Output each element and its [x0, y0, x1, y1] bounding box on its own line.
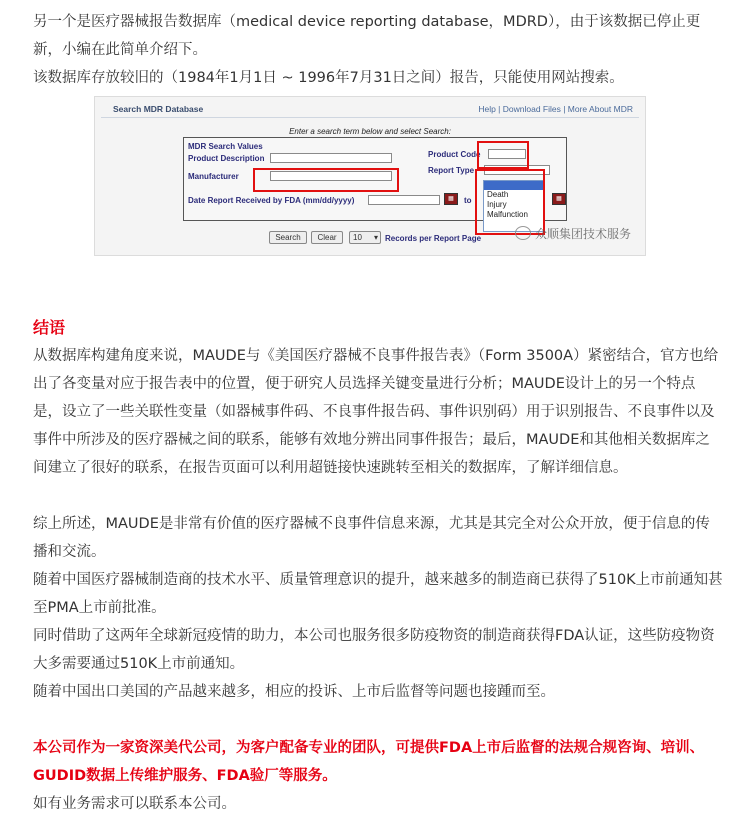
- conclusion-paragraph-2: 综上所述，MAUDE是非常有价值的医疗器械不良事件信息来源，尤其是其完全对公众开放，便于信息的传播和交流。: [33, 516, 710, 560]
- screenshot-title: Search MDR Database: [113, 104, 204, 114]
- conclusion-paragraph-3: 随着中国医疗器械制造商的技术水平、质量管理意识的提升，越来越多的制造商已获得了510K上市前通知甚至PMA上市前批准。: [33, 572, 723, 616]
- product-code-highlight: [477, 141, 529, 169]
- date-from-input[interactable]: [368, 195, 440, 205]
- watermark: [515, 225, 631, 242]
- option-malfunction[interactable]: Malfunction: [487, 210, 528, 219]
- calendar-icon[interactable]: ▦: [552, 193, 566, 205]
- watermark-text: 众顺集团技术服务: [535, 227, 632, 241]
- company-services-paragraph: 本公司作为一家资深美代公司，为客户配备专业的团队，可提供FDA上市后监督的法规合规咨询、培训、GUDID数据上传维护服务、FDA验厂等服务。: [33, 740, 705, 784]
- product-description-input[interactable]: [270, 153, 392, 163]
- conclusion-paragraph-1: 从数据库构建角度来说，MAUDE与《美国医疗器械不良事件报告表》（Form 3500A）紧密结合，官方也给出了各变量对应于报告表中的位置，便于研究人员选择关键变量进行分析；MAUDE设计上的另一个特点是，设立了一些关联性变量（如器械事件码、不良事件报告码、事件识别码）用于识别报告、不良事件以及事件中所涉及的医疗器械之间的联系，能够有效地分辨出同事件报告；最后，MAUDE和其他相关数据库之间建立了很好的联系，在报告页面可以利用超链接快速跳转至相关的数据库，了解详细信息。: [33, 348, 719, 476]
- option-injury[interactable]: Injury: [487, 200, 507, 209]
- intro-paragraph-1: 另一个是医疗器械报告数据库（medical device reporting database，MDRD），由于该数据已停止更新，小编在此简单介绍下。: [33, 14, 701, 58]
- search-hint: Enter a search term below and select Search:: [289, 127, 451, 136]
- calendar-icon[interactable]: ▦: [444, 193, 458, 205]
- option-death[interactable]: Death: [487, 190, 509, 199]
- screenshot-header: [101, 103, 639, 118]
- search-values-label: MDR Search Values: [188, 142, 263, 151]
- wechat-icon: [515, 226, 531, 240]
- records-select[interactable]: [349, 231, 381, 244]
- report-type-label: Report Type: [428, 166, 475, 175]
- clear-button[interactable]: Clear: [311, 231, 343, 244]
- manufacturer-highlight: [253, 168, 399, 192]
- contact-paragraph: 如有业务需求可以联系本公司。: [33, 796, 236, 812]
- manufacturer-label: Manufacturer: [188, 172, 239, 181]
- chevron-down-icon: ▾: [373, 233, 378, 242]
- records-label: Records per Report Page: [385, 234, 482, 243]
- conclusion-heading: 结语: [33, 318, 66, 337]
- conclusion-paragraph-4: 同时借助了这两年全球新冠疫情的助力，本公司也服务很多防疫物资的制造商获得FDA认证，这些防疫物资大多需要通过510K上市前通知。: [33, 628, 715, 672]
- product-code-label: Product Code: [428, 150, 481, 159]
- mdr-search-screenshot: [94, 96, 646, 256]
- records-value: 10: [353, 233, 362, 242]
- search-button[interactable]: Search: [269, 231, 307, 244]
- date-to-label: to: [464, 196, 472, 205]
- conclusion-paragraph-5: 随着中国出口美国的产品越来越多，相应的投诉、上市后监督等问题也接踵而至。: [33, 684, 555, 700]
- date-received-label: Date Report Received by FDA (mm/dd/yyyy): [188, 196, 355, 205]
- product-description-label: Product Description: [188, 154, 265, 163]
- screenshot-links: Help | Download Files | More About MDR: [478, 104, 633, 114]
- intro-paragraph-2: 该数据库存放较旧的（1984年1月1日 ~ 1996年7月31日之间）报告，只能使用网站搜索。: [33, 70, 624, 86]
